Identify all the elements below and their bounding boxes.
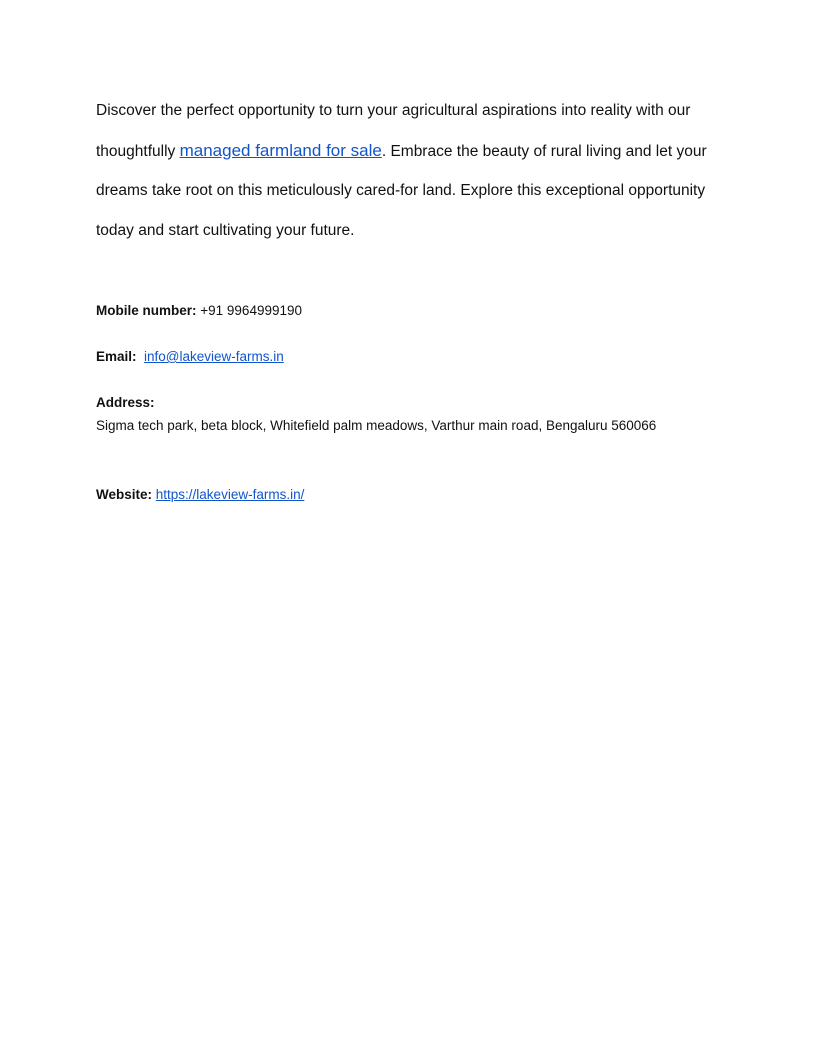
mobile-number-value: +91 9964999190 — [200, 303, 302, 318]
website-line — [96, 483, 720, 506]
address-block — [96, 391, 720, 437]
mobile-number-label: Mobile number: — [96, 303, 197, 318]
mobile-number-line — [96, 299, 720, 322]
intro-text-before-link: Discover the perfect opportunity to turn your agricultural aspirations into reality with our thoughtfully — [96, 102, 691, 160]
email-line — [96, 345, 720, 368]
address-value: Sigma tech park, beta block, Whitefield palm meadows, Varthur main road, Bengaluru 560066 — [96, 418, 657, 433]
website-link[interactable]: https://lakeview-farms.in/ — [155, 487, 305, 502]
website-label: Website: — [96, 487, 153, 502]
managed-farmland-link[interactable]: managed farmland for sale — [179, 140, 382, 160]
intro-paragraph — [96, 91, 720, 250]
email-link[interactable]: info@lakeview-farms.in — [144, 349, 284, 364]
email-label: Email: — [96, 349, 137, 364]
intro-text-after-link: . Embrace the beauty of rural living and let your dreams take root on this meticulously cared-for land. Explore this exceptional opportunity today and start cultivating your future. — [96, 142, 707, 239]
address-label: Address: — [96, 395, 155, 410]
